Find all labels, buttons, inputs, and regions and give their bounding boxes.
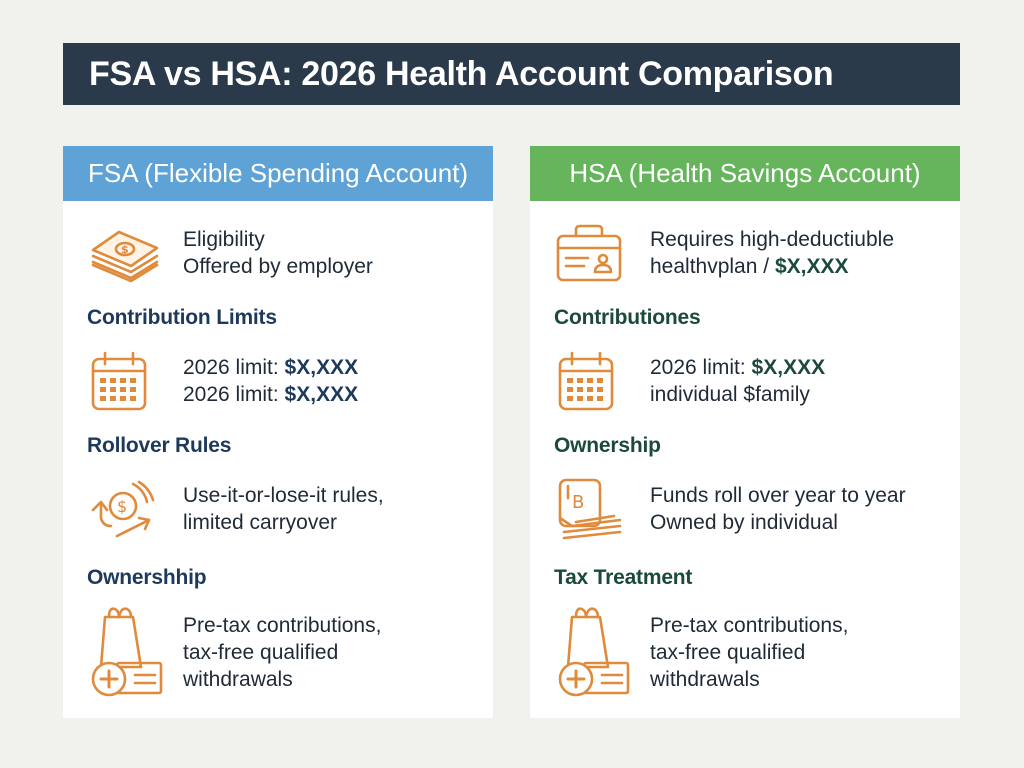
hsa-ownership-line-1: Funds roll over year to year <box>650 484 906 507</box>
hsa-section-ownership: Ownership <box>554 434 661 457</box>
hsa-contribution-row <box>530 346 960 416</box>
fsa-tax-line-1: Pre-tax contributions, <box>183 613 382 637</box>
fsa-tax-row <box>63 606 493 698</box>
hsa-card-header: HSA (Health Savings Account) <box>530 146 960 201</box>
money-stack-icon <box>87 218 169 288</box>
fsa-rollover-line-2: limited carryover <box>183 511 338 534</box>
id-card-icon <box>554 218 636 288</box>
fsa-contribution-row <box>63 346 493 416</box>
fsa-tax-line-3: withdrawals <box>183 667 293 691</box>
page-title: FSA vs HSA: 2026 Health Account Comparison <box>89 54 834 93</box>
hsa-section-tax-treatment: Tax Treatment <box>554 566 693 589</box>
calendar-icon <box>87 346 169 416</box>
hsa-tax-line-3: withdrawals <box>650 667 760 691</box>
hsa-section-contributions: Contributiones <box>554 306 701 329</box>
title-banner <box>63 43 960 105</box>
fsa-limit-line-1: 2026 limit: $X,XXX <box>183 356 359 379</box>
fsa-rollover-line-1: Use-it-or-lose-it rules, <box>183 484 384 507</box>
hsa-ownership-row <box>530 474 960 544</box>
fsa-tax-line-2: tax-free qualified <box>183 640 339 664</box>
hsa-tax-line-2: tax-free qualified <box>650 640 806 664</box>
medical-bag-icon <box>87 606 169 698</box>
fsa-eligibility-row <box>63 218 493 288</box>
hsa-ownership-line-2: Owned by individual <box>650 511 838 534</box>
fsa-limit-line-2: 2026 limit: $X,XXX <box>183 383 359 406</box>
hsa-eligibility-line-1: Requires high-deductiuble <box>650 228 894 251</box>
fsa-section-contribution-limits: Contribution Limits <box>87 306 277 329</box>
hsa-card <box>530 146 960 718</box>
fsa-eligibility-value: Offered by employer <box>183 255 373 278</box>
svg-text:$: $ <box>121 243 129 256</box>
svg-text:B: B <box>572 492 585 513</box>
svg-text:$: $ <box>117 497 128 516</box>
fsa-rollover-row <box>63 474 493 544</box>
rollover-coin-icon <box>87 474 169 544</box>
hsa-limit-line-2: individual $family <box>650 383 810 406</box>
hsa-eligibility-row <box>530 218 960 288</box>
hsa-tax-row <box>530 606 960 698</box>
hsa-tax-line-1: Pre-tax contributions, <box>650 613 849 637</box>
piggy-bank-icon <box>554 474 636 544</box>
fsa-section-rollover-rules: Rollover Rules <box>87 434 232 457</box>
fsa-card <box>63 146 493 718</box>
calendar-icon <box>554 346 636 416</box>
medical-bag-icon <box>554 606 636 698</box>
hsa-eligibility-line-2: healthvplan / $X,XXX <box>650 255 849 278</box>
fsa-card-header: FSA (Flexible Spending Account) <box>63 146 493 201</box>
fsa-eligibility-label: Eligibility <box>183 228 265 251</box>
hsa-limit-line-1: 2026 limit: $X,XXX <box>650 356 826 379</box>
fsa-section-ownership: Ownershhip <box>87 566 207 589</box>
